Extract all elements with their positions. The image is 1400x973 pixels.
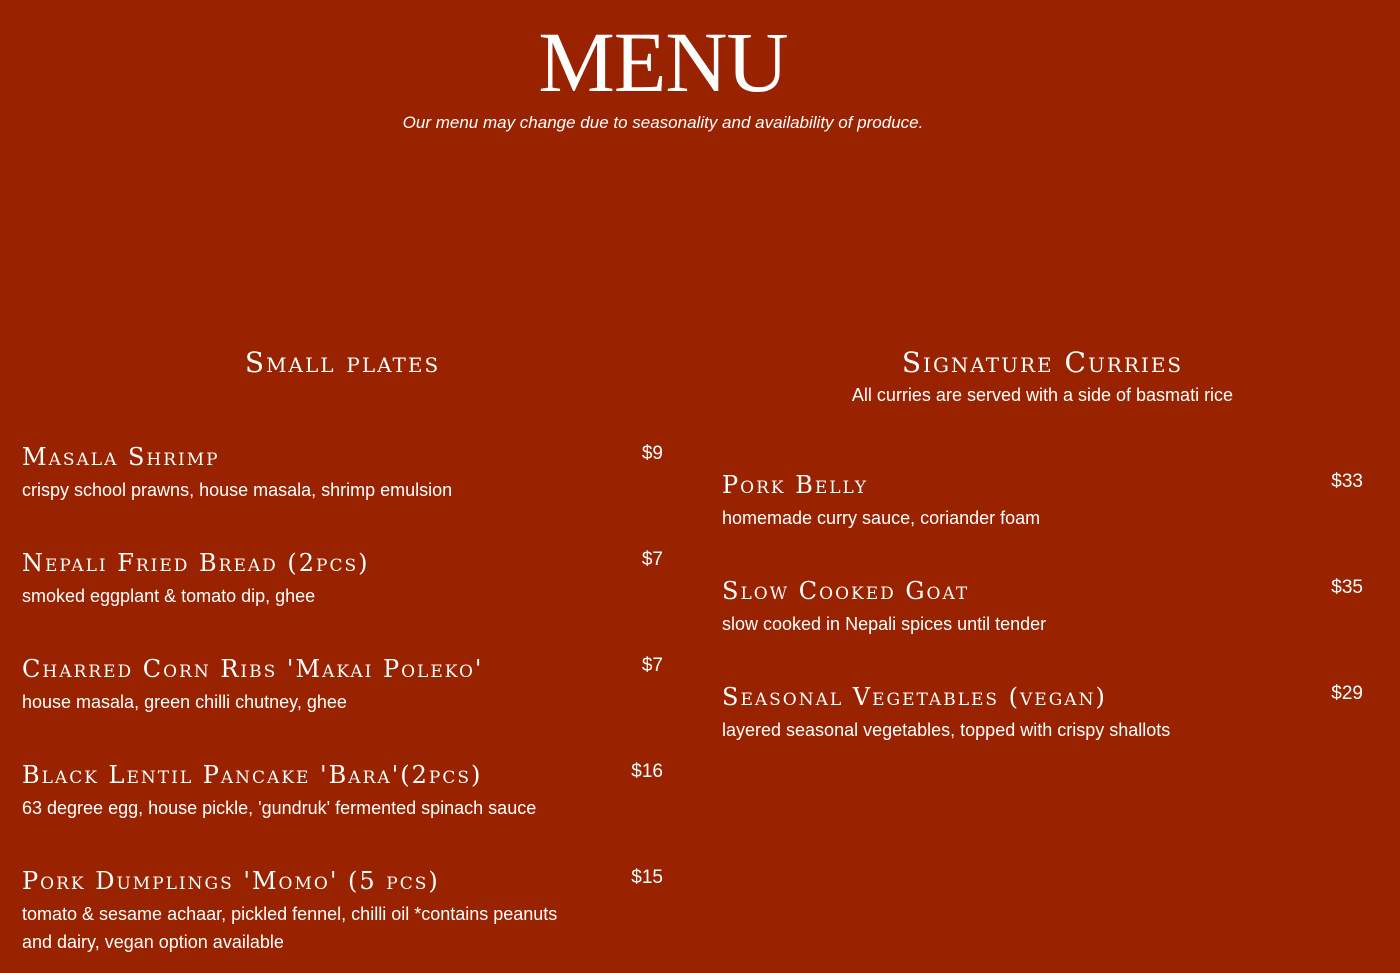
item-name: Pork Belly — [722, 471, 868, 499]
menu-subtitle: Our menu may change due to seasonality and availability of produce. — [402, 113, 924, 132]
menu-item — [722, 470, 1363, 532]
item-description: homemade curry sauce, coriander foam — [722, 508, 1041, 528]
item-price: $15 — [631, 867, 663, 888]
item-price: $33 — [1331, 471, 1363, 492]
menu-item — [22, 442, 663, 504]
item-name: Nepali Fried Bread (2pcs) — [22, 549, 370, 577]
item-price: $29 — [1331, 683, 1363, 704]
item-description: layered seasonal vegetables, topped with crispy shallots — [722, 720, 1171, 740]
item-price: $35 — [1331, 577, 1363, 598]
section-title-signature-curries: Signature Curries — [901, 346, 1184, 379]
item-price: $16 — [631, 761, 663, 782]
item-name: Charred Corn Ribs 'Makai Poleko' — [22, 655, 484, 683]
menu-item — [22, 760, 663, 822]
menu-item — [22, 548, 663, 610]
item-description: slow cooked in Nepali spices until tender — [722, 614, 1047, 634]
item-name: Slow Cooked Goat — [722, 577, 970, 605]
item-description: crispy school prawns, house masala, shrimp emulsion — [22, 480, 453, 500]
item-description: 63 degree egg, house pickle, 'gundruk' fermented spinach sauce — [22, 798, 537, 818]
menu-item — [722, 682, 1363, 744]
menu-item — [722, 576, 1363, 638]
item-name: Pork Dumplings 'Momo' (5 pcs) — [22, 867, 440, 895]
menu-item — [22, 866, 663, 956]
menu-item — [22, 654, 663, 716]
item-price: $9 — [641, 443, 663, 464]
item-price: $7 — [641, 655, 663, 676]
item-name: Masala Shrimp — [22, 443, 220, 471]
item-name: Seasonal Vegetables (vegan) — [722, 683, 1107, 711]
item-description: smoked eggplant & tomato dip, ghee — [22, 586, 316, 606]
item-description: house masala, green chilli chutney, ghee — [22, 692, 347, 712]
section-note: All curries are served with a side of basmati rice — [851, 385, 1234, 405]
item-name: Black Lentil Pancake 'Bara'(2pcs) — [22, 761, 483, 789]
item-price: $7 — [641, 549, 663, 570]
section-title-small-plates: Small plates — [244, 346, 441, 379]
item-description: tomato & sesame achaar, pickled fennel, chilli oil *contains peanuts and dairy, vegan option available — [22, 904, 558, 952]
menu-title: MENU — [538, 14, 788, 110]
